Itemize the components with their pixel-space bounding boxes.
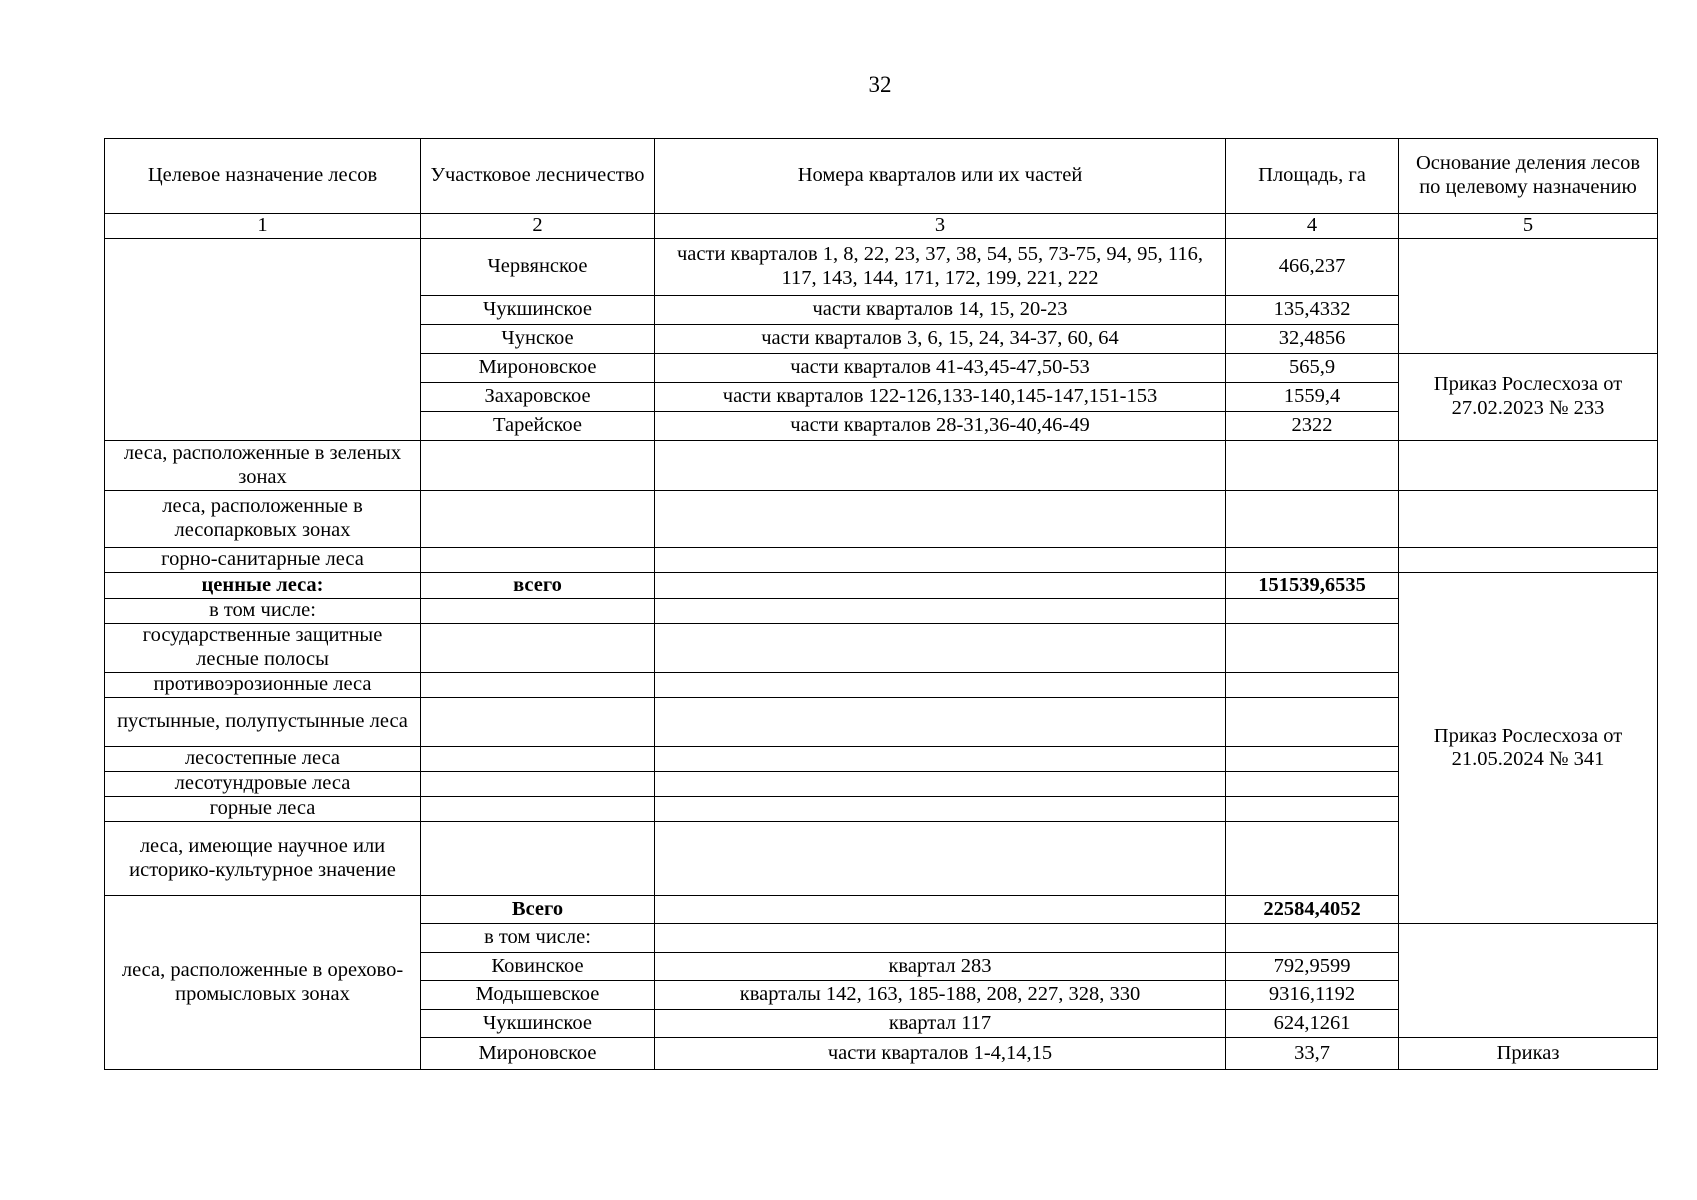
- quarters-cell: части кварталов 1, 8, 22, 23, 37, 38, 54, 55, 73-75, 94, 95, 116, 117, 143, 144, 171, 172, 199, 221, 222: [655, 239, 1226, 296]
- header-purpose: Целевое назначение лесов: [105, 139, 421, 214]
- area-cell: 135,4332: [1226, 296, 1399, 325]
- purpose-cell: горно-санитарные леса: [105, 548, 421, 573]
- purpose-cell: леса, расположенные в зеленых зонах: [105, 441, 421, 491]
- purpose-cell-empty: [105, 239, 421, 441]
- district-cell: Мироновское: [421, 1038, 655, 1070]
- area-cell: 466,237: [1226, 239, 1399, 296]
- quarters-cell: части кварталов 41-43,45-47,50-53: [655, 354, 1226, 383]
- district-cell: Чунское: [421, 325, 655, 354]
- quarters-cell: части кварталов 3, 6, 15, 24, 34-37, 60, 64: [655, 325, 1226, 354]
- table-row: [105, 239, 1658, 296]
- quarters-cell: части кварталов 28-31,36-40,46-49: [655, 412, 1226, 441]
- district-cell: всего: [421, 573, 655, 599]
- area-cell: 32,4856: [1226, 325, 1399, 354]
- area-cell: 565,9: [1226, 354, 1399, 383]
- header-quarters: Номера кварталов или их частей: [655, 139, 1226, 214]
- col-number: 2: [421, 214, 655, 239]
- basis-cell-empty: [1399, 239, 1658, 354]
- quarters-cell: части кварталов 122-126,133-140,145-147,151-153: [655, 383, 1226, 412]
- purpose-cell: лесотундровые леса: [105, 772, 421, 797]
- basis-cell: Приказ Рослесхоза от 21.05.2024 № 341: [1399, 573, 1658, 924]
- col-number: 5: [1399, 214, 1658, 239]
- purpose-cell: противоэрозионные леса: [105, 673, 421, 698]
- district-cell: Тарейское: [421, 412, 655, 441]
- quarters-cell: части кварталов 1-4,14,15: [655, 1038, 1226, 1070]
- col-number: 1: [105, 214, 421, 239]
- district-cell: Модышевское: [421, 981, 655, 1009]
- purpose-cell: леса, имеющие научное или историко-культурное значение: [105, 822, 421, 896]
- purpose-cell: горные леса: [105, 797, 421, 822]
- district-cell: Захаровское: [421, 383, 655, 412]
- district-cell: Чукшинское: [421, 296, 655, 325]
- table-row: [105, 573, 1658, 599]
- header-district: Участковое лесничество: [421, 139, 655, 214]
- header-area: Площадь, га: [1226, 139, 1399, 214]
- area-cell: 792,9599: [1226, 952, 1399, 980]
- col-number: 4: [1226, 214, 1399, 239]
- district-cell: Червянское: [421, 239, 655, 296]
- district-cell: в том числе:: [421, 924, 655, 952]
- basis-cell: Приказ Рослесхоза от 27.02.2023 № 233: [1399, 354, 1658, 441]
- col-number: 3: [655, 214, 1226, 239]
- area-cell: 624,1261: [1226, 1009, 1399, 1038]
- district-cell: Мироновское: [421, 354, 655, 383]
- purpose-cell: леса, расположенные в лесопарковых зонах: [105, 491, 421, 548]
- purpose-cell: лесостепные леса: [105, 747, 421, 772]
- basis-cell: Приказ: [1399, 1038, 1658, 1070]
- quarters-cell: части кварталов 14, 15, 20-23: [655, 296, 1226, 325]
- quarters-cell: квартал 283: [655, 952, 1226, 980]
- area-cell: 22584,4052: [1226, 896, 1399, 924]
- area-cell: 151539,6535: [1226, 573, 1399, 599]
- area-cell: 9316,1192: [1226, 981, 1399, 1009]
- quarters-cell: кварталы 142, 163, 185-188, 208, 227, 328, 330: [655, 981, 1226, 1009]
- area-cell: 33,7: [1226, 1038, 1399, 1070]
- table-row: [105, 441, 1658, 491]
- district-cell: Всего: [421, 896, 655, 924]
- purpose-cell: леса, расположенные в орехово-промысловых зонах: [105, 896, 421, 1070]
- header-row: [105, 139, 1658, 214]
- header-basis: Основание деления лесов по целевому назначению: [1399, 139, 1658, 214]
- page-number: 32: [868, 72, 892, 97]
- table-row: [105, 491, 1658, 548]
- area-cell: 1559,4: [1226, 383, 1399, 412]
- purpose-cell: ценные леса:: [105, 573, 421, 599]
- district-cell: Ковинское: [421, 952, 655, 980]
- quarters-cell: квартал 117: [655, 1009, 1226, 1038]
- forest-purpose-table: [104, 138, 1658, 1070]
- column-number-row: [105, 214, 1658, 239]
- table-row: [105, 548, 1658, 573]
- purpose-cell: государственные защитные лесные полосы: [105, 624, 421, 673]
- purpose-cell: в том числе:: [105, 599, 421, 624]
- purpose-cell: пустынные, полупустынные леса: [105, 698, 421, 747]
- area-cell: 2322: [1226, 412, 1399, 441]
- district-cell: Чукшинское: [421, 1009, 655, 1038]
